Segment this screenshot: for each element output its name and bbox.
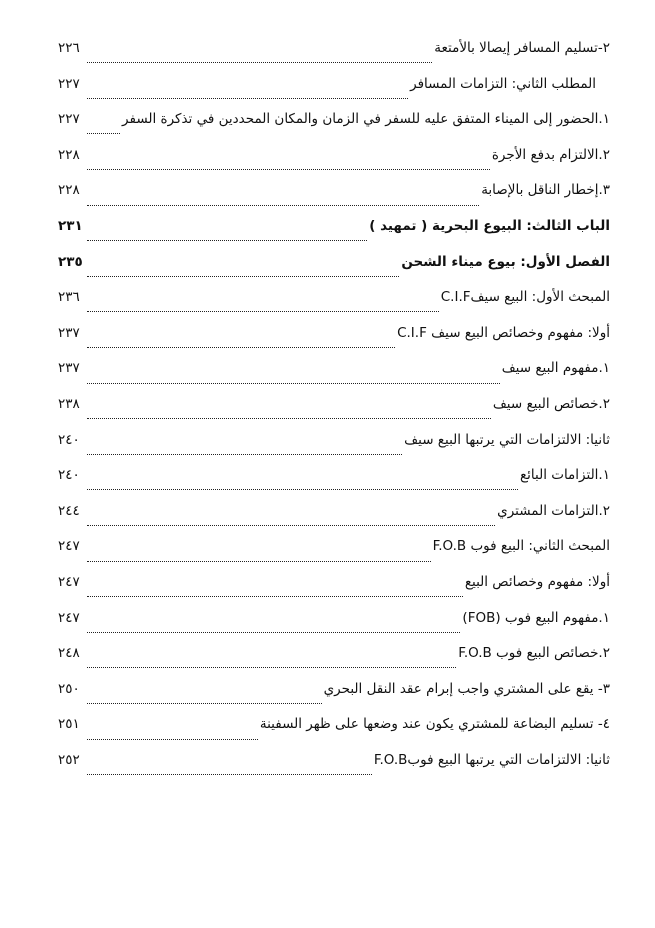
toc-entry-page: ٢٤٤ (58, 502, 80, 519)
toc-entry-title: ١.مفهوم البيع سيف (501, 360, 610, 377)
toc-entry[interactable] (58, 677, 610, 713)
toc-leader-dots (87, 301, 439, 312)
toc-entry-page: ٢٤٧ (58, 538, 80, 555)
toc-entry-page: ٢٣٧ (58, 324, 80, 341)
toc-entry[interactable] (58, 107, 610, 143)
toc-entry[interactable] (58, 214, 610, 250)
toc-leader-dots (87, 123, 120, 134)
toc-leader-dots (87, 266, 399, 277)
toc-entry-title: الفصل الأول: بيوع ميناء الشحن (401, 253, 610, 270)
toc-entry-page: ٢٤٠ (58, 467, 80, 484)
toc-entry-title: ٢.خصائص البيع فوب F.O.B (458, 645, 610, 662)
toc-entry[interactable] (58, 748, 610, 784)
toc-entry-title: ٢.الالتزام بدفع الأجرة (491, 146, 610, 163)
toc-leader-dots (87, 729, 258, 740)
toc-entry-page: ٢٥١ (58, 716, 80, 733)
toc-leader-dots (87, 230, 367, 241)
toc-entry-page: ٢٣٥ (58, 253, 83, 270)
toc-entry[interactable] (58, 534, 610, 570)
toc-entry-page: ٢٣٨ (58, 395, 80, 412)
toc-entry-page: ٢٥٢ (58, 751, 80, 768)
toc-entry-page: ٢٥٠ (58, 680, 80, 697)
toc-entry-page: ٢٣٦ (58, 289, 80, 306)
toc-leader-dots (87, 515, 495, 526)
toc-entry-title: الباب الثالث: البيوع البحرية ( تمهيد ) (369, 217, 610, 234)
toc-entry[interactable] (58, 606, 610, 642)
toc-entry-page: ٢٤٨ (58, 645, 80, 662)
toc-leader-dots (87, 88, 408, 99)
toc-entry[interactable] (58, 428, 610, 464)
toc-entry[interactable] (58, 285, 610, 321)
toc-entry-title: ثانيا: الالتزامات التي يرتبها البيع سيف (404, 431, 610, 448)
toc-leader-dots (87, 444, 402, 455)
toc-entry[interactable] (58, 178, 610, 214)
toc-entry-title: أولا: مفهوم وخصائص البيع سيف C.I.F (397, 324, 610, 341)
toc-entry-page: ٢٤٧ (58, 609, 80, 626)
toc-entry[interactable] (58, 356, 610, 392)
toc-entry-title: ٢-تسليم المسافر إيصالا بالأمتعة (434, 40, 610, 56)
toc-entry-title: ١.التزامات البائع (519, 467, 610, 484)
toc-entry-page: ٢٢٨ (58, 146, 80, 163)
toc-entry[interactable] (58, 712, 610, 748)
toc-entry-page: ٢٣١ (58, 217, 83, 234)
toc-entry-title: ٤- تسليم البضاعة للمشتري يكون عند وضعها على ظهر السفينة (259, 716, 610, 733)
toc-entry[interactable] (58, 570, 610, 606)
toc-entry-page: ٢٢٦ (58, 40, 80, 56)
toc-entry-title: المطلب الثاني: التزامات المسافر (410, 75, 596, 92)
toc-entry-page: ٢٣٧ (58, 360, 80, 377)
toc-leader-dots (87, 693, 322, 704)
toc-entry[interactable] (58, 36, 610, 72)
toc-entry-title: ١.مفهوم البيع فوب (FOB) (462, 609, 610, 626)
toc-entry[interactable] (58, 250, 610, 286)
toc-entry-page: ٢٤٧ (58, 573, 80, 590)
toc-entry-page: ٢٤٠ (58, 431, 80, 448)
toc-entry[interactable] (58, 143, 610, 179)
toc-entry[interactable] (58, 72, 610, 108)
toc-leader-dots (87, 373, 500, 384)
toc-entry-title: ٢.خصائص البيع سيف (492, 395, 610, 412)
toc-entry-title: ٣.إخطار الناقل بالإصابة (481, 182, 610, 199)
toc-entry[interactable] (58, 321, 610, 357)
toc-entry-title: ٣- يقع على المشتري واجب إبرام عقد النقل البحري (323, 680, 610, 697)
toc-entry[interactable] (58, 392, 610, 428)
toc-entry-title: ثانيا: الالتزامات التي يرتبها البيع فوبF.O.B (373, 751, 610, 768)
toc-entry-page: ٢٢٧ (58, 111, 80, 128)
toc-leader-dots (87, 586, 463, 597)
toc-leader-dots (87, 551, 431, 562)
toc-entry[interactable] (58, 641, 610, 677)
toc-leader-dots (87, 479, 518, 490)
table-of-contents (58, 36, 610, 783)
toc-leader-dots (87, 52, 432, 63)
toc-leader-dots (87, 159, 490, 170)
toc-entry-title: المبحث الأول: البيع سيفC.I.F (440, 289, 610, 306)
toc-leader-dots (87, 337, 395, 348)
toc-leader-dots (87, 408, 491, 419)
toc-entry-title: ١.الحضور إلى الميناء المتفق عليه للسفر في الزمان والمكان المحددين في تذكرة السفر (122, 111, 610, 128)
toc-entry-page: ٢٢٨ (58, 182, 80, 199)
toc-entry-title: أولا: مفهوم وخصائص البيع (464, 573, 610, 590)
toc-leader-dots (87, 764, 372, 775)
toc-entry-page: ٢٢٧ (58, 75, 80, 92)
toc-leader-dots (87, 657, 456, 668)
toc-entry[interactable] (58, 463, 610, 499)
toc-entry[interactable] (58, 499, 610, 535)
toc-entry-title: المبحث الثاني: البيع فوب F.O.B (432, 538, 610, 555)
toc-leader-dots (87, 622, 460, 633)
toc-entry-title: ٢.التزامات المشتري (497, 502, 610, 519)
toc-leader-dots (87, 195, 479, 206)
